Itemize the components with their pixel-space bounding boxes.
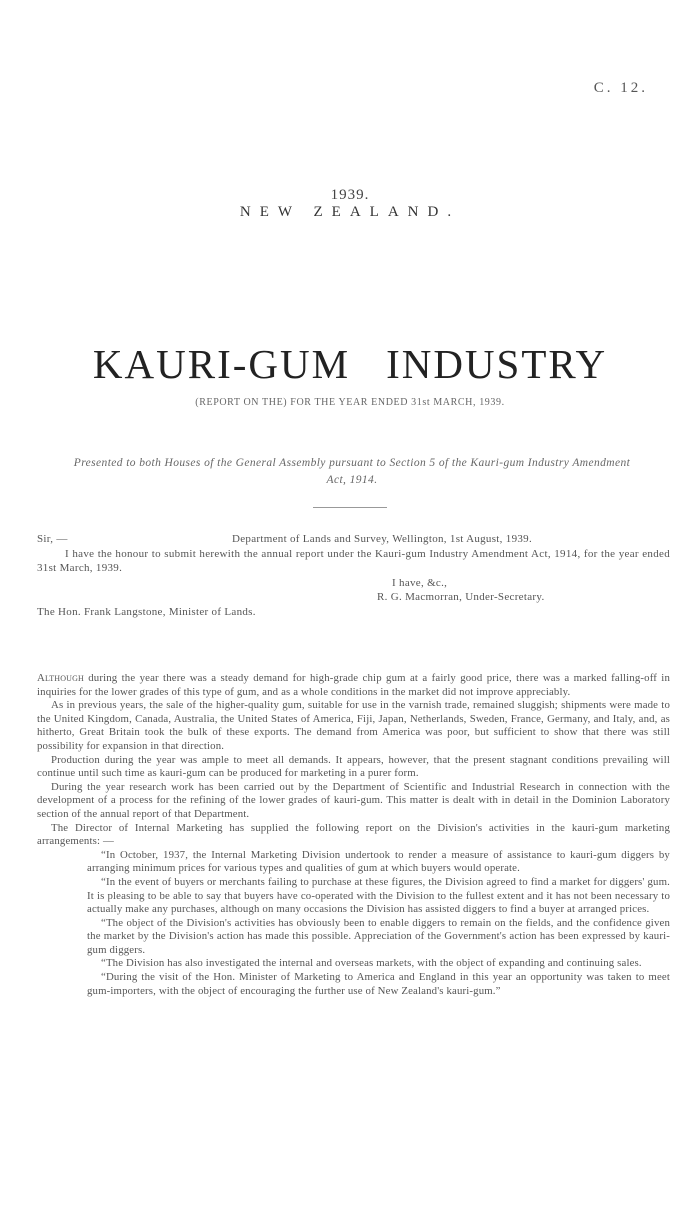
quoted-paragraph-5: “During the visit of the Hon. Minister of Marketing to America and England in this year an opportunity was taken to meet gum-importers, with the object of encouraging the further use of New Zealand's kauri-gum.” [87,971,670,997]
lead-word: Although [37,672,84,684]
quoted-paragraph-3: “The object of the Division's activities has obviously been to enable diggers to remain on the fields, and the confidence given the market by the Division's action has made this possible. Appreciation of the Government's action has been expressed by kauri-gum diggers. [87,916,670,956]
page-reference: C. 12. [593,80,648,96]
covering-letter [37,532,670,619]
quoted-paragraph-4: “The Division has also investigated the internal and overseas markets, with the object of expanding and continuing sales. [101,957,642,970]
document-subtitle: (REPORT ON THE) FOR THE YEAR ENDED 31st MARCH, 1939. [195,397,505,408]
title-word-1: KAURI-GUM [92,341,351,387]
letter-salutation: Sir, — [37,533,68,545]
letter-closing: I have, &c., [392,576,448,589]
divider-rule [313,507,387,508]
report-paragraph-1 [37,672,670,699]
document-title [0,340,700,388]
country-heading: NEW ZEALAND. [239,204,461,220]
report-year: 1939. [330,187,370,203]
letter-addressee: The Hon. Frank Langstone, Minister of Lands. [37,605,256,618]
title-word-2: INDUSTRY [386,341,608,387]
paragraph-text: during the year there was a steady demand for high-grade chip gum at a fairly good price, there was a marked falling-off in inquiries for the lower grades of this type of gum, and as a whole conditions in the market did not improve appreciably. [37,672,670,698]
report-body [37,672,670,998]
letter-body: I have the honour to submit herewith the annual report under the Kauri-gum Industry Amendment Act, 1914, for the year ended 31st March, 1939. [37,547,670,574]
presentation-note: Presented to both Houses of the General Assembly pursuant to Section 5 of the Kauri-gum Industry Amendment Act, 1914. [73,457,631,486]
quoted-paragraph-1: “In October, 1937, the Internal Marketing Division undertook to render a measure of assistance to kauri-gum diggers by arranging minimum prices for various types and qualities of gum at which buyers would operate. [87,848,670,875]
quoted-paragraph-2: “In the event of buyers or merchants failing to purchase at these figures, the Division agreed to find a market for diggers' gum. It is pleasing to be able to say that buyers have co-operated with the Division to the fullest extent and it has not been necessary to actually make any purchases, although on many occasions the Division has assisted diggers to find a buyer at arranged prices. [87,875,670,916]
report-paragraph-5: The Director of Internal Marketing has supplied the following report on the Division's activities in the kauri-gum marketing arrangements: — [37,821,670,848]
letter-dateline: Department of Lands and Survey, Wellington, 1st August, 1939. [232,533,533,545]
report-paragraph-3: Production during the year was ample to meet all demands. It appears, however, that the present stagnant conditions prevailing will continue until such time as kauri-gum can be produced for marketing in a purer form. [37,753,670,780]
letter-signature: R. G. Macmorran, Under-Secretary. [377,591,545,603]
letter-header-row [37,532,670,547]
report-paragraph-2: As in previous years, the sale of the higher-quality gum, suitable for use in the varnish trade, remained sluggish; shipments were made to the United Kingdom, Canada, Australia, the United States of America, Fiji, Japan, Netherlands, Sweden, France, Germany, and Italy, and, as hitherto, Great Britain took the bulk of these exports. The demand from America was poor, but sufficient to show that there was still possibility for expansion in that direction. [37,699,670,752]
report-paragraph-4: During the year research work has been carried out by the Department of Scientific and Industrial Research in connection with the development of a process for the refining of the lower grades of kauri-gum. This matter is dealt with in detail in the Dominion Laboratory section of the annual report of that Department. [37,780,670,820]
